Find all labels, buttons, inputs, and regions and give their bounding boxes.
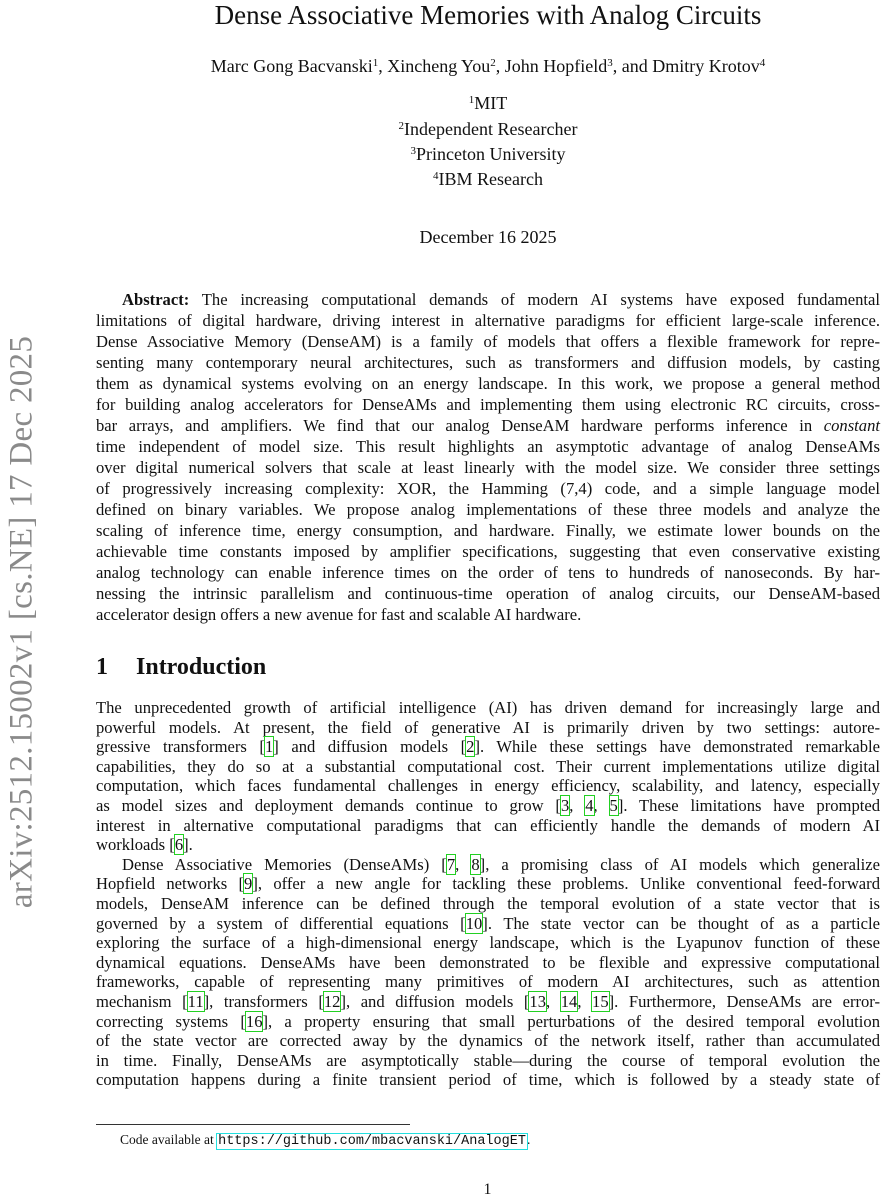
citation-link[interactable]: 5 (609, 795, 618, 815)
author: Marc Gong Bacvanski$^1$, (210, 56, 388, 76)
citation-link[interactable]: 1 (264, 737, 274, 757)
intro-line: exploring the surface of a high-dimensional energy landscape, which is the Lyapunov function of these (96, 933, 880, 953)
citation-link[interactable]: 16 (245, 1011, 263, 1031)
intro-line: gressive transformers [1] and diffusion models [2]. While these settings have demonstrated remarkable (96, 737, 881, 757)
abstract (96, 289, 880, 625)
citation-link[interactable]: 12 (323, 991, 341, 1011)
citation-link[interactable]: 13 (529, 991, 547, 1011)
author-list (96, 55, 880, 77)
footnote-rule (96, 1124, 410, 1125)
citation-link[interactable]: 7 (446, 854, 456, 874)
page-number: 1 (483, 1181, 492, 1198)
footnote: Code available at https://github.com/mbacvanski/AnalogET. (120, 1132, 531, 1149)
introduction-body (96, 698, 880, 1090)
abstract-line: of progressively increasing complexity: XOR, the Hamming (7,4) code, and a simple language model (96, 479, 880, 498)
intro-line: correcting systems [16], a property ensuring that small perturbations of the desired temporal evolution (96, 1011, 880, 1031)
abstract-line: accelerator design offers a new avenue for fast and scalable AI hardware. (96, 605, 582, 624)
abstract-label: Abstract: (122, 290, 190, 309)
abstract-line: Dense Associative Memory (DenseAM) is a family of models that offers a flexible framework for repre- (96, 332, 880, 351)
affiliation: $^2$Independent Researcher (398, 119, 578, 139)
citation-link[interactable]: 14 (560, 991, 578, 1011)
abstract-line: over digital numerical solvers that scale at least linearly with the model size. We consider three settings (96, 458, 880, 477)
citation-link[interactable]: 8 (471, 854, 480, 874)
abstract-line: for building analog accelerators for DenseAMs and implementing them using electronic RC circuits, cross- (96, 395, 880, 414)
citation-link[interactable]: 9 (244, 874, 253, 894)
citation-link[interactable]: 10 (465, 913, 483, 933)
abstract-line: analog technology can enable inference times on the order of tens to hundreds of nanoseconds. By har- (96, 563, 880, 582)
intro-line: mechanism [11], transformers [12], and diffusion models [13, 14, 15]. Furthermore, DenseAMs are error- (96, 991, 881, 1011)
intro-line: Hopfield networks [9], offer a new angle for tackling these problems. Unlike conventional feed-forward (96, 874, 880, 894)
section-heading: 1 Introduction (96, 654, 267, 680)
author: Xincheng You$^2$, (387, 56, 505, 76)
abstract-line: limitations of digital hardware, driving interest in alternative paradigms for efficient large-scale inference. (96, 311, 880, 330)
citation-link[interactable]: 2 (466, 737, 475, 757)
affiliation: $^3$Princeton University (410, 144, 566, 164)
intro-line: computation happens during a finite transient period of time, which is followed by a steady state of (96, 1070, 880, 1090)
intro-line: computation, which faces fundamental challenges in energy efficiency, scalability, and latency, especially (96, 776, 880, 796)
abstract-line: time independent of model size. This result highlights an asymptotic advantage of analog DenseAMs (96, 437, 880, 456)
abstract-line: senting many contemporary neural architectures, such as transformers and diffusion models, by casting (96, 353, 880, 372)
intro-line: frameworks, capable of representing many primitives of modern AI architectures, such as attention (96, 972, 880, 992)
intro-line: powerful models. At present, the field of generative AI is primarily driven by two settings: autore- (96, 717, 880, 737)
citation-link[interactable]: 6 (174, 835, 184, 855)
citation-link[interactable]: 4 (585, 795, 594, 815)
intro-line: The unprecedented growth of artificial intelligence (AI) has driven demand for increasingly large and (96, 698, 880, 717)
intro-line: Dense Associative Memories (DenseAMs) [7, 8], a promising class of AI models which generalize (122, 854, 881, 874)
paper-date: December 16 2025 (419, 227, 557, 247)
intro-line: capabilities, they do so at a substantial computational cost. Their current implementations utilize digital (96, 756, 880, 776)
arxiv-stamp: arXiv:2512.15002v1 [cs.NE] 17 Dec 2025 (3, 335, 40, 909)
abstract-line: achievable time constants imposed by amplifier specifications, suggesting that even conservative existing (96, 542, 880, 561)
abstract-line: defined on binary variables. We propose analog implementations of these three models and analyze the (96, 500, 880, 519)
citation-link[interactable]: 11 (187, 991, 204, 1011)
paper-title: Dense Associative Memories with Analog Circuits (214, 0, 762, 30)
intro-line: dynamical equations. DenseAMs have been demonstrated to be flexible and expressive computational (96, 952, 880, 972)
affiliation: $^4$IBM Research (433, 169, 543, 189)
citation-link[interactable]: 3 (560, 795, 570, 815)
abstract-line: nessing the intrinsic parallelism and continuous-time operation of analog circuits, our DenseAM-based (96, 584, 880, 603)
intro-line: interest in alternative computational paradigms that can efficiently handle the demands of modern AI (96, 815, 880, 835)
abstract-line: Abstract: The increasing computational demands of modern AI systems have exposed fundamental (122, 290, 880, 309)
code-link[interactable]: https://github.com/mbacvanski/AnalogET (218, 1134, 526, 1149)
affiliation: $^1$MIT (468, 93, 508, 113)
abstract-line: them as dynamical systems evolving on an energy landscape. In this work, we propose a general method (96, 374, 880, 393)
intro-line: governed by a system of differential equations [10]. The state vector can be thought of as a particle (96, 913, 880, 933)
intro-line: of the state vector are corrected away by the dynamics of the network itself, rather than accumulated (96, 1031, 880, 1051)
intro-line: as model sizes and deployment demands continue to grow [3, 4, 5]. These limitations have prompted (96, 795, 881, 815)
abstract-line: scaling of inference time, energy consumption, and hardware. Finally, we estimate lower bounds on the (96, 521, 880, 540)
intro-line: models, DenseAM inference can be defined through the temporal evolution of a state vector that is (96, 893, 880, 913)
citation-link[interactable]: 15 (592, 991, 609, 1011)
author: Dmitry Krotov$^4$ (652, 56, 766, 76)
abstract-line: bar arrays, and amplifiers. We find that our analog DenseAM hardware performs inference in constant (96, 416, 880, 435)
author: John Hopfield$^3$, and (504, 56, 653, 76)
intro-line: workloads [6]. (96, 835, 193, 855)
intro-line: in time. Finally, DenseAMs are asymptotically stable—during the course of temporal evolution the (96, 1050, 880, 1070)
